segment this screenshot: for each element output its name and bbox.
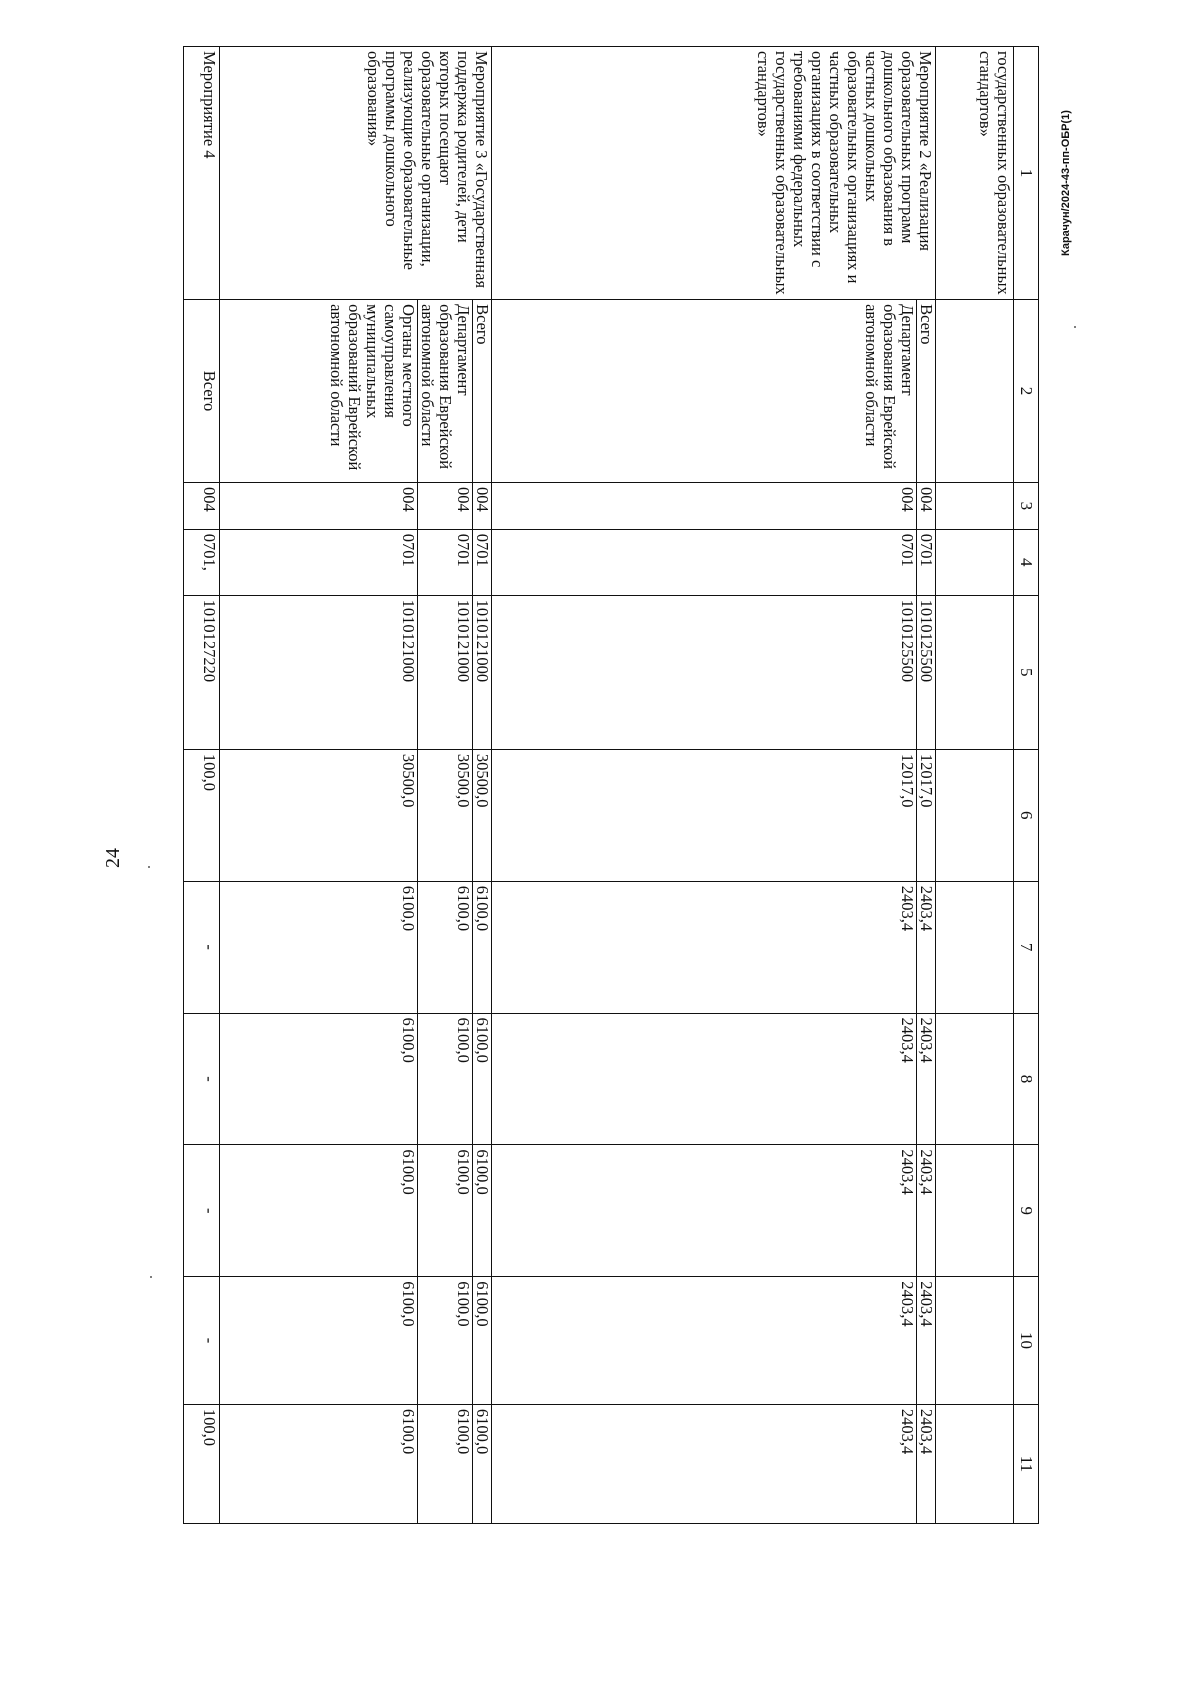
table-row-measure3 [220,47,492,1524]
executor-total: Всего [916,300,935,482]
header-cell: 3 [1014,482,1039,529]
empty-cell [936,1404,1014,1523]
budget-table [183,46,1039,1524]
table-row-measure4 [184,47,220,1524]
empty-cell [936,749,1014,881]
amount-year: - [184,881,220,1013]
amount-year: - [184,1013,220,1145]
amount-total: 12017,0 [898,753,918,808]
amount-year: - [184,1145,220,1277]
section-code: 0701 [916,530,935,595]
grbs-code: 004 [399,486,419,512]
table-row-measure2 [492,47,936,1524]
amount-year: 6100,0 [472,1277,491,1404]
amount-year: 2403,4 [898,1017,918,1063]
target-article: 1010127220 [184,595,220,749]
amount-year: - [184,1277,220,1405]
amount-year: 6100,0 [417,1145,472,1276]
empty-cell [936,595,1014,749]
amount-year: 6100,0 [417,882,472,1013]
target-article: 1010125500 [916,596,935,749]
amount-year: 2403,4 [916,1014,935,1145]
grbs-code: 004 [184,482,220,529]
header-cell: 1 [1014,47,1039,300]
amount-year: 6100,0 [472,882,491,1013]
header-cell: 11 [1014,1404,1039,1523]
section-code: 0701 [472,530,491,595]
measure-description: Мероприятие 4 [184,47,220,300]
empty-cell [936,1013,1014,1145]
header-cell: 8 [1014,1013,1039,1145]
executor-total: Всего [472,300,491,482]
header-cell: 2 [1014,300,1039,483]
grbs-code: 004 [472,483,491,529]
amount-year: 2403,4 [898,885,918,932]
amount-total: 100,0 [184,749,220,881]
header-cell: 4 [1014,529,1039,595]
header-cell: 7 [1014,881,1039,1013]
amount-total: 30500,0 [472,750,491,881]
document-stamp: Карачун/2024-43-пп-ОБР(1) [1060,110,1072,256]
grbs-code: 004 [898,486,918,512]
measure-description: Мероприятие 3 «Государственная поддержка родителей, дети которых посещают образовательные организации, реализующие образовательные программы дошкольного образования» [220,47,492,300]
scan-speck [1074,326,1076,328]
amount-year: 6100,0 [417,1014,472,1145]
amount-year: 6100,0 [417,1277,472,1404]
amount-year: 2403,4 [916,882,935,1013]
executor-dept: Департамент образования Еврейской автономной области [417,300,472,482]
empty-cell [936,1277,1014,1405]
target-article: 1010121000 [399,599,419,683]
empty-cell [936,881,1014,1013]
target-article: 1010125500 [898,599,918,683]
amount-year: 6100,0 [399,1149,419,1195]
grbs-code: 004 [417,483,472,529]
section-code: 0701, [184,529,220,595]
section-code: 0701 [399,533,419,567]
amount-year: 2403,4 [916,1277,935,1404]
amount-year: 6100,0 [417,1405,472,1523]
measure-description: Мероприятие 2 «Реализация образовательных программ дошкольного образования в частных дошкольных образовательных организациях и частных образовательных организациях в соответствии с требованиями федеральных государственных образовательных стандартов» [492,47,936,300]
amount-year: 6100,0 [399,885,419,932]
scan-speck [148,866,150,868]
amount-year: 6100,0 [399,1408,419,1455]
table-row-continuation [936,47,1014,1524]
grbs-code: 004 [916,483,935,529]
executor-local: Органы местного самоуправления муниципальных образований Еврейской автономной области [327,304,419,471]
amount-total: 30500,0 [399,753,419,808]
amount-year: 6100,0 [399,1017,419,1063]
amount-year: 6100,0 [472,1014,491,1145]
executor-dept: Департамент образования Еврейской автономной области [862,304,918,470]
empty-cell [936,300,1014,483]
section-code: 0701 [417,530,472,595]
amount-year: 2403,4 [916,1405,935,1523]
header-cell: 9 [1014,1145,1039,1277]
header-cell: 5 [1014,595,1039,749]
table-header-row [1014,47,1039,1524]
amount-year: 6100,0 [399,1281,419,1327]
scan-speck [150,1276,152,1278]
amount-year: 6100,0 [472,1145,491,1276]
measure-description: государственных образовательных стандартов» [936,47,1014,300]
target-article: 1010121000 [417,596,472,749]
page-number: 24 [102,848,124,868]
header-cell: 6 [1014,749,1039,881]
amount-total: 12017,0 [916,750,935,881]
executor-total: Всего [184,300,220,483]
amount-year: 2403,4 [898,1281,918,1327]
target-article: 1010121000 [472,596,491,749]
budget-table-rotated [183,46,1039,1524]
amount-year: 2403,4 [898,1408,918,1455]
amount-total: 30500,0 [417,750,472,881]
amount-year: 2403,4 [898,1149,918,1195]
empty-cell [936,1145,1014,1277]
amount-year: 6100,0 [472,1405,491,1523]
amount-year: 2403,4 [916,1145,935,1276]
empty-cell [936,482,1014,529]
amount-year: 100,0 [184,1404,220,1523]
section-code: 0701 [898,533,918,567]
header-cell: 10 [1014,1277,1039,1405]
empty-cell [936,529,1014,595]
